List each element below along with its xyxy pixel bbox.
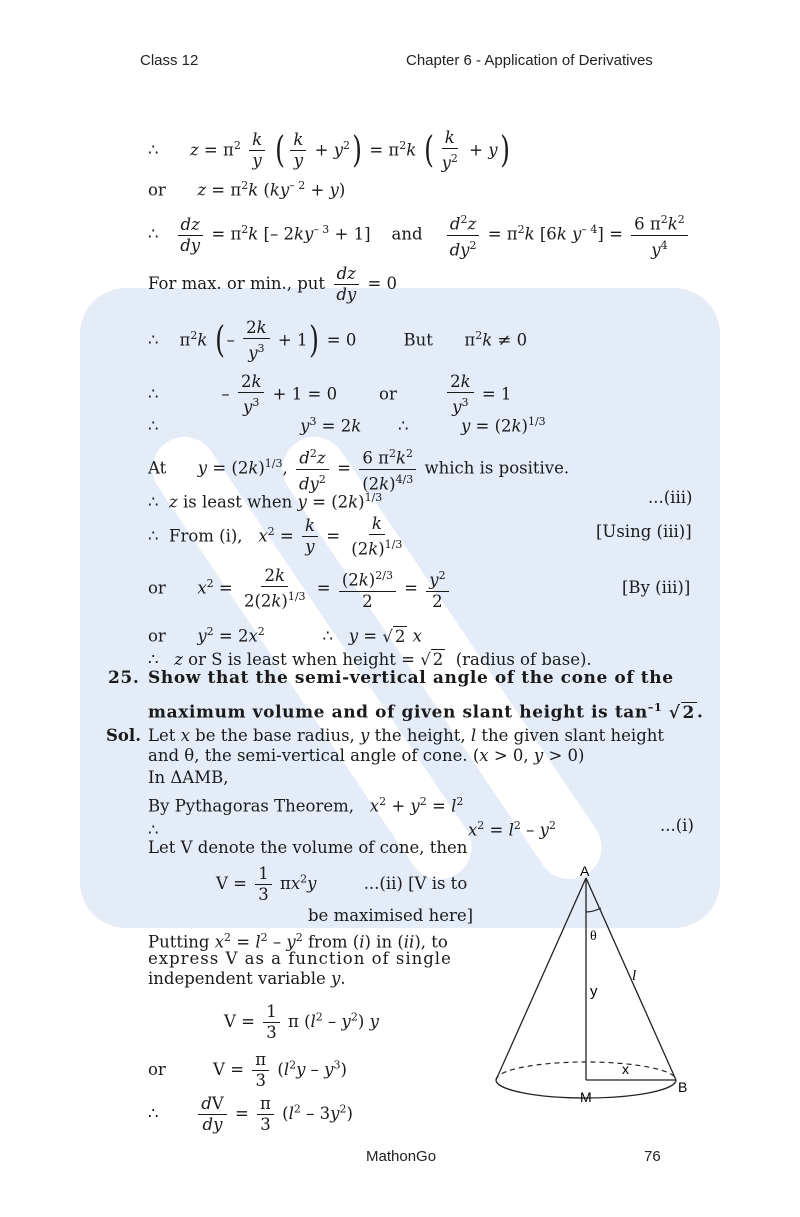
- and-word: and: [391, 224, 423, 244]
- problem-number: 25.: [108, 668, 140, 688]
- or-word: or: [148, 180, 166, 200]
- maximised-note-a: ...(ii) [V is to: [363, 874, 468, 893]
- volume-intro: Let V denote the volume of cone, then: [148, 838, 468, 857]
- using-iii-note: [Using (iii)]: [596, 522, 692, 541]
- by-iii-note: [By (iii)]: [622, 578, 691, 597]
- pythagoras-text: By Pythagoras Theorem,: [148, 796, 355, 816]
- or-word: or: [148, 1060, 166, 1079]
- triangle-line: In ΔAMB,: [148, 768, 229, 787]
- ref-i: ...(i): [660, 816, 694, 835]
- eq-y-relation: or $y^2 = 2x^2$ ∴ y = √ 2 x: [148, 625, 422, 646]
- eq-dv-dy: ∴ $\frac{dV}{dy}$ = $\frac{\pi}{3}$ $(l^2 - 3y^2)$: [148, 1094, 353, 1134]
- putting-line-1: Putting $x^2 = l^2 - y^2$ from (i) in (ii), to: [148, 931, 448, 952]
- but-word: But: [403, 330, 433, 350]
- height-label: y: [590, 983, 598, 1000]
- eq-max-min: For max. or min., put $\frac{dz}{dy}$ = 0: [148, 264, 398, 304]
- maximised-note-b: be maximised here]: [308, 906, 474, 925]
- eq-x-squared-2: or $x^2$ = $\frac{2k}{2(2k)^{1/3}}$ = $\frac{(2k)^{2/3}}{2}$ = $\frac{y^2}{2}$: [148, 566, 452, 612]
- angle-arc: [586, 908, 601, 912]
- eq-volume-expanded: or V = $\frac{\pi}{3}$ $(l^2y - y^3)$: [148, 1050, 347, 1090]
- eq-conclusion: ∴ z or S is least when height = √ 2 (radius of base).: [148, 650, 592, 669]
- base-edge-label: B: [678, 1079, 688, 1095]
- eq-volume: V = $\frac{1}{3}$ $\pi x^2y$ ...(ii) [V is to: [216, 864, 468, 904]
- eq-solve-y: ∴ – $\frac{2k}{y^3}$ + 1 = 0 or $\frac{2k}{y^3}$ = 1: [148, 372, 512, 417]
- eq-z-expression: ∴ $z = \pi^2$ $\frac{k}{y}$ ( $\frac{k}{y}$ + $y^2) = \pi^2k$ ( $\frac{k}{y^2}$ + y): [148, 128, 510, 173]
- from-i-text: From (i),: [169, 526, 243, 546]
- cone-diagram: [480, 858, 710, 1118]
- for-max-text: For max. or min., put: [148, 274, 326, 293]
- or-word: or: [379, 384, 397, 404]
- sol-line-2: and θ, the semi-vertical angle of cone. (x > 0, y > 0): [148, 746, 585, 765]
- eq-second-derivative: At $y = (2k)^{1/3}$, $\frac{d^2z}{dy^2}$ = $\frac{6 \pi^2k^2}{(2k)^{4/3}}$ which is positive.: [148, 444, 569, 494]
- angle-label: θ: [590, 929, 597, 944]
- footer-brand: MathonGo: [366, 1148, 437, 1165]
- statement-text: maximum volume and of given slant height is tan: [148, 702, 648, 723]
- apex-label: A: [580, 863, 590, 879]
- or-word: or: [148, 578, 166, 598]
- eq-set-zero: ∴ $\pi^2k$ ( – $\frac{2k}{y^3}$ + 1) = 0 But $\pi^2k \ne 0$: [148, 318, 528, 363]
- header-class: Class 12: [140, 52, 199, 69]
- pythagoras-line: By Pythagoras Theorem, $x^2 + y^2 = l^2$: [148, 795, 464, 816]
- ref-iii: ...(iii): [648, 488, 693, 507]
- sol-label: Sol.: [106, 726, 141, 745]
- x-squared-def: ∴ $x^2 = l^2 - y^2$: [148, 819, 556, 840]
- problem-statement-2: maximum volume and of given slant height is $\tan^{-1}$ √ 2 .: [148, 701, 704, 723]
- header-chapter: Chapter 6 - Application of Derivatives: [406, 52, 653, 69]
- footer-page-number: 76: [644, 1148, 661, 1165]
- or-word: or: [148, 626, 166, 646]
- eq-derivatives: ∴ $\frac{dz}{dy}$ = $\pi^2k$ [– $2ky^{- 3} + 1$] and $\frac{d^2z}{dy^2}$ = $\pi^2k$ [6k $y^{- 4}$] = $\frac{6 \pi^2k^2}{y^4}$: [148, 210, 691, 260]
- eq-x-squared: ∴ From (i), $x^2$ = $\frac{k}{y}$ = $\frac{k}{(2k)^{1/3}}$: [148, 514, 403, 559]
- which-positive-text: which is positive.: [424, 458, 570, 478]
- putting-line-2: express V as a function of single: [148, 949, 452, 968]
- cone-left-slant: [496, 878, 586, 1080]
- base-center-label: M: [580, 1089, 592, 1105]
- radius-label: x: [622, 1061, 629, 1077]
- slant-label: l: [632, 968, 637, 984]
- eq-y-value: ∴ $y^3 = 2k$ ∴ $y = (2k)^{1/3}$: [148, 415, 546, 436]
- at-word: At: [148, 458, 167, 478]
- eq-volume-y: V = $\frac{1}{3}$ π $(l^2 - y^2)$ y: [224, 1002, 379, 1042]
- eq-z-simplified: or $z = \pi^2k$ $(ky^{- 2} + y)$: [148, 179, 346, 200]
- putting-line-3: independent variable y.: [148, 969, 346, 988]
- problem-statement-1: Show that the semi-vertical angle of the cone of the: [148, 668, 674, 688]
- sol-line-1: Let x be the base radius, y the height, l the given slant height: [148, 726, 665, 745]
- eq-z-least: ∴ z is least when $y = (2k)^{1/3}$: [148, 491, 383, 512]
